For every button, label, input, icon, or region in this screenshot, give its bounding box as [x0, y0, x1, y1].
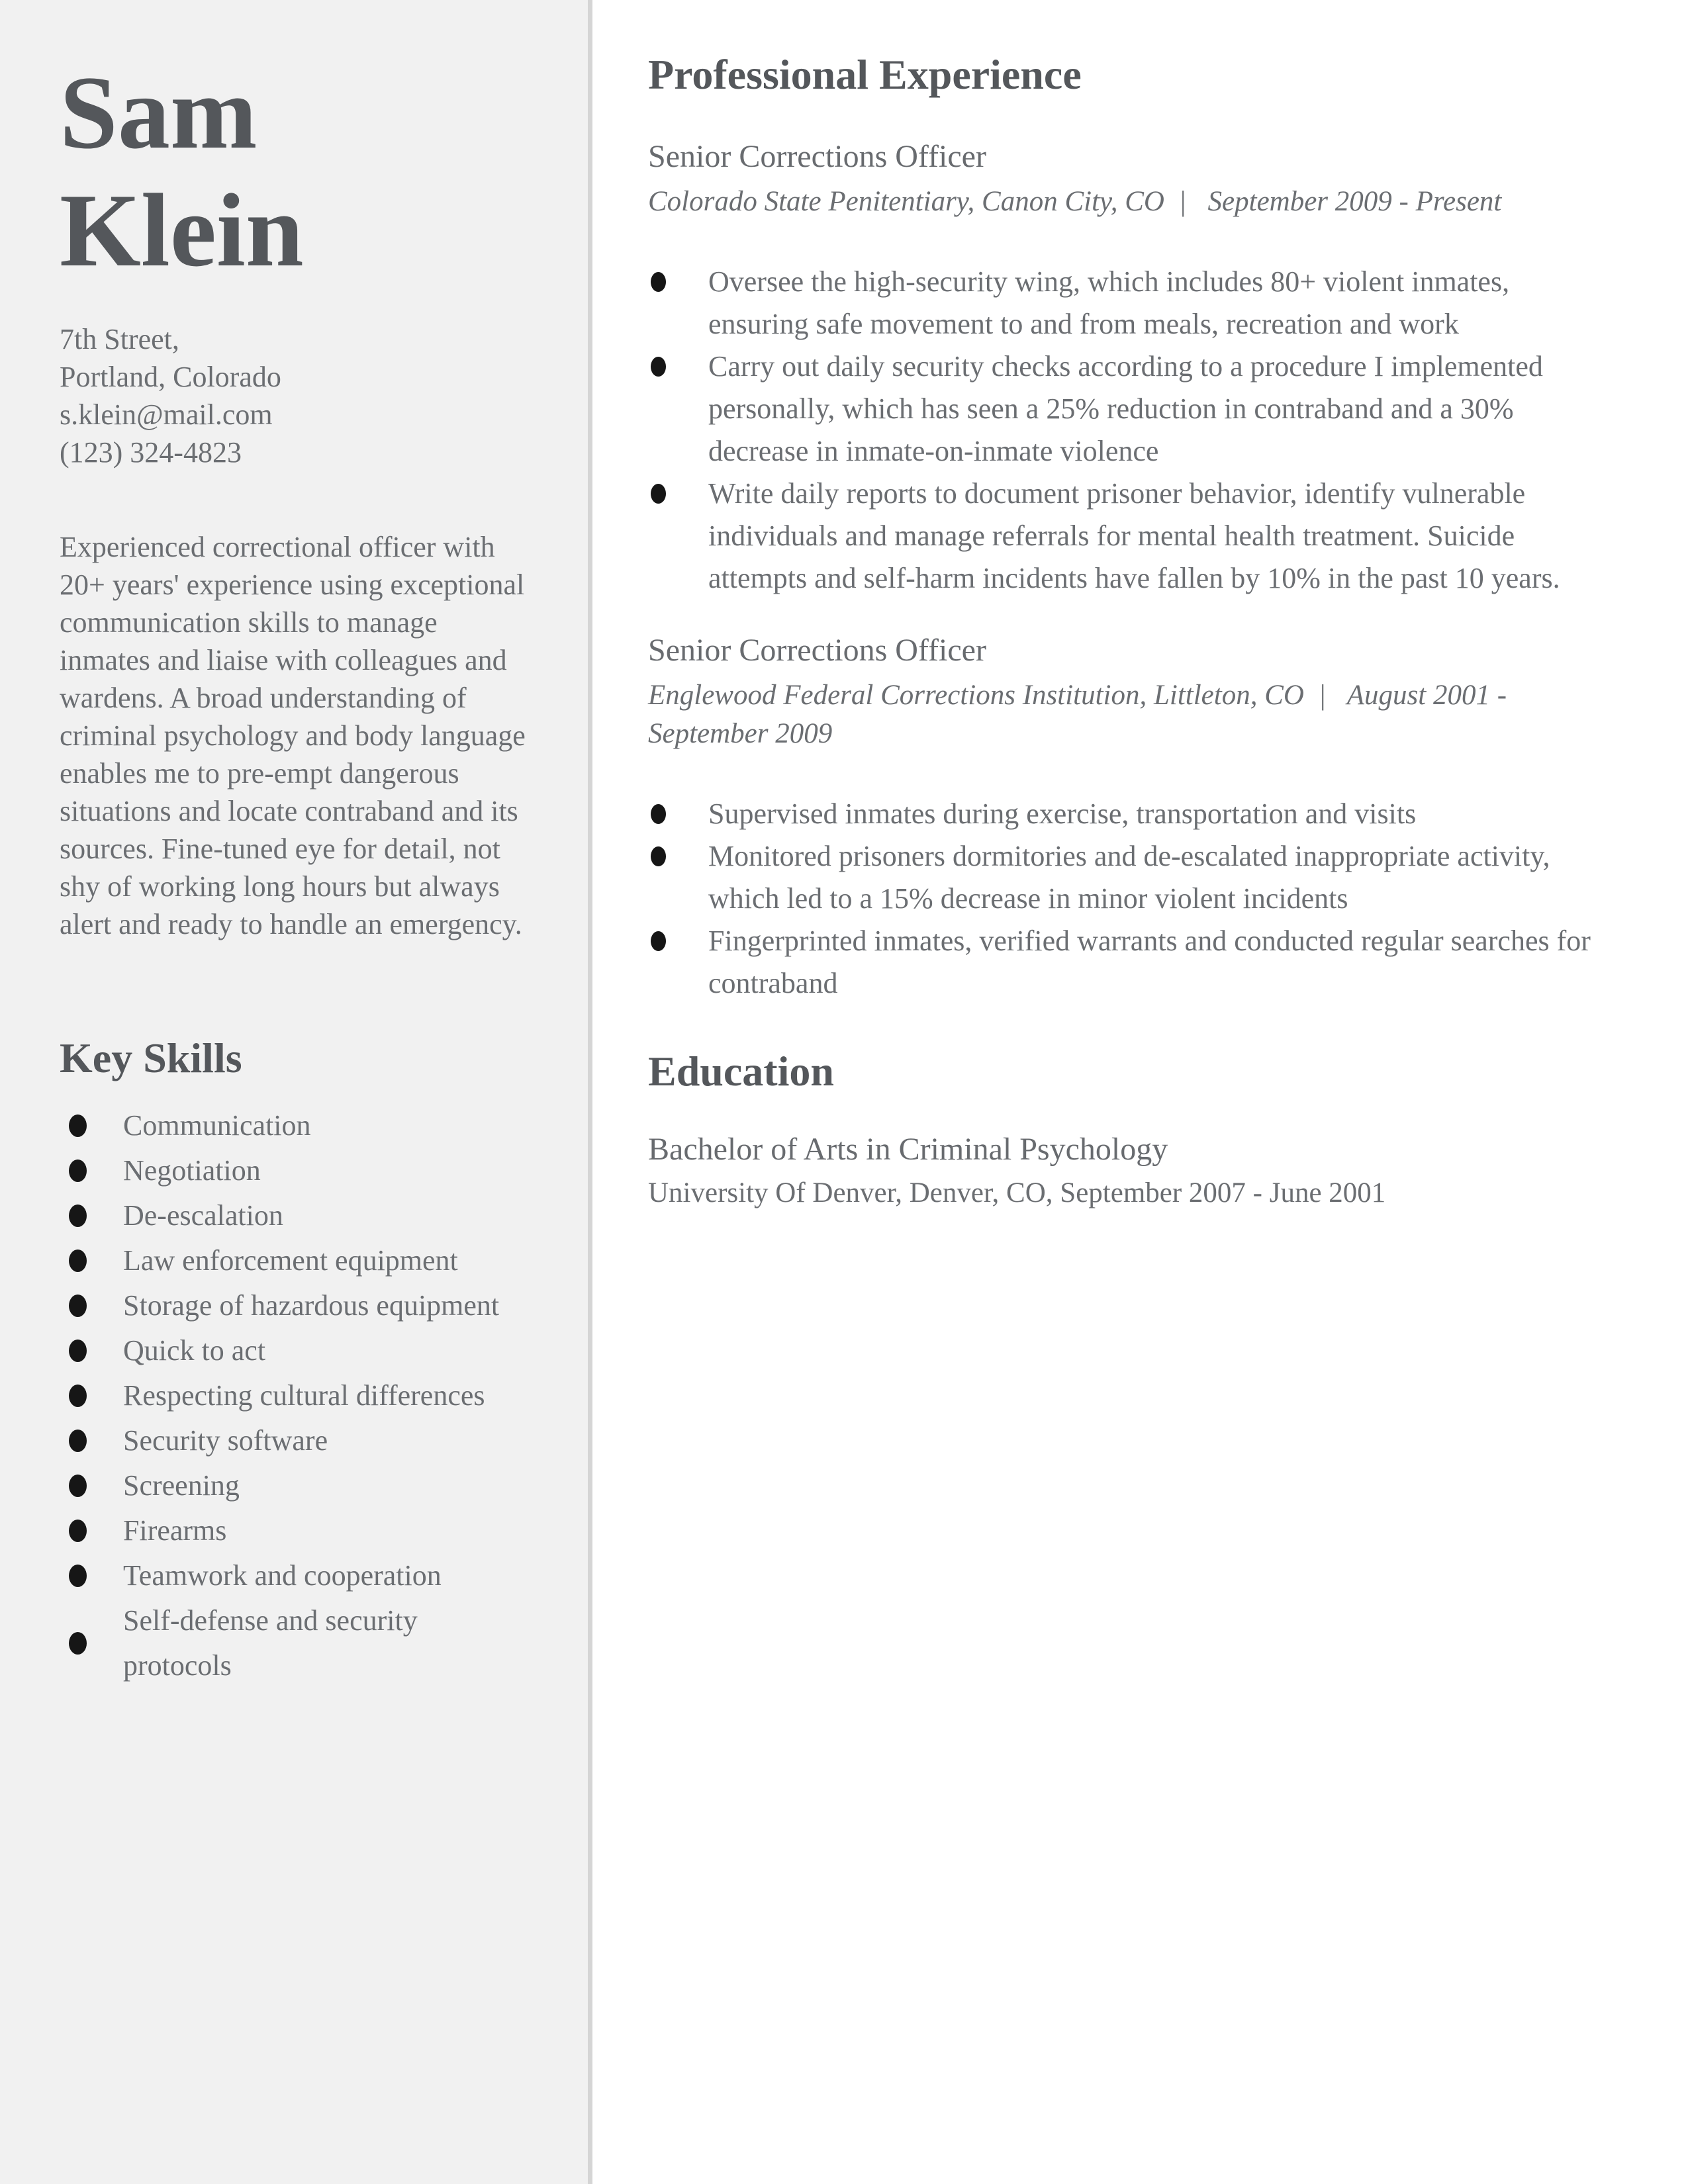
skill-item — [60, 1283, 530, 1328]
contact-block — [60, 320, 530, 471]
job-bullet-list — [648, 793, 1591, 1005]
bullet-icon — [69, 1160, 87, 1182]
degree-title: Bachelor of Arts in Criminal Psychology — [648, 1132, 1168, 1167]
job-bullet — [648, 345, 1591, 473]
skill-label: Teamwork and cooperation — [123, 1559, 442, 1592]
experience-heading: Professional Experience — [648, 51, 1082, 98]
job-bullet — [648, 261, 1591, 345]
job-meta: Englewood Federal Corrections Institution, Littleton, CO | August 2001 - September 2009 — [648, 680, 1507, 749]
job-bullet — [648, 793, 1591, 835]
job-entry — [648, 138, 1591, 600]
job-bullet-text: Write daily reports to document prisoner behavior, identify vulnerable individuals and manage referrals for mental health treatment. Suicide attempts and self-harm incidents have fallen by 10% in the past 10 years. — [708, 477, 1560, 594]
bullet-icon — [69, 1475, 87, 1497]
job-bullet — [648, 920, 1591, 1005]
skills-list — [60, 1103, 530, 1688]
job-bullet — [648, 473, 1591, 600]
skill-label: Communication — [123, 1109, 311, 1142]
job-title: Senior Corrections Officer — [648, 633, 986, 668]
skill-item — [60, 1238, 530, 1283]
school-line: University Of Denver, Denver, CO, September 2007 - June 2001 — [648, 1177, 1386, 1208]
job-meta: Colorado State Penitentiary, Canon City, CO | September 2009 - Present — [648, 186, 1502, 217]
bullet-icon — [69, 1205, 87, 1227]
skill-label: Law enforcement equipment — [123, 1244, 458, 1277]
phone-text: (123) 324-4823 — [60, 436, 242, 469]
skill-label: Firearms — [123, 1514, 227, 1547]
skill-item — [60, 1598, 530, 1688]
skill-label: Respecting cultural differences — [123, 1379, 485, 1412]
skill-label: De-escalation — [123, 1199, 283, 1232]
job-bullet-text: Monitored prisoners dormitories and de-escalated inappropriate activity, which led to a 15% decrease in minor violent incidents — [708, 840, 1550, 915]
bullet-icon — [651, 484, 666, 504]
professional-summary: Experienced correctional officer with 20+ years' experience using exceptional communication skills to manage inmates and liaise with colleagues and wardens. A broad understanding of criminal psychology and body language enables me to pre-empt dangerous situations and locate contraband and its sources. Fine-tuned eye for detail, not shy of working long hours but always alert and ready to handle an emergency. — [60, 531, 526, 940]
candidate-first-name: Sam — [60, 55, 258, 171]
skill-label: Security software — [123, 1424, 328, 1457]
bullet-icon — [651, 272, 666, 292]
education-heading: Education — [648, 1048, 834, 1095]
skill-item — [60, 1103, 530, 1148]
job-bullet-text: Carry out daily security checks according to a procedure I implemented personally, which has seen a 25% reduction in contraband and a 30% decrease in inmate-on-inmate violence — [708, 350, 1543, 467]
job-title: Senior Corrections Officer — [648, 139, 986, 174]
job-bullet-text: Fingerprinted inmates, verified warrants and conducted regular searches for contraband — [708, 925, 1591, 999]
skill-label: Quick to act — [123, 1334, 266, 1367]
bullet-icon — [651, 357, 666, 377]
education-section — [648, 1047, 1591, 1212]
address-line-1: 7th Street, — [60, 323, 179, 355]
key-skills-heading: Key Skills — [60, 1034, 242, 1081]
bullet-icon — [69, 1115, 87, 1137]
bullet-icon — [651, 804, 666, 824]
sidebar — [0, 0, 588, 2184]
bullet-icon — [69, 1430, 87, 1452]
skill-item — [60, 1193, 530, 1238]
skill-label: Screening — [123, 1469, 240, 1502]
job-bullet-text: Supervised inmates during exercise, transportation and visits — [708, 797, 1417, 830]
skill-item — [60, 1418, 530, 1463]
skill-label: Self-defense and security protocols — [123, 1604, 418, 1682]
column-divider — [588, 0, 592, 2184]
bullet-icon — [651, 846, 666, 866]
bullet-icon — [69, 1565, 87, 1587]
skill-label: Storage of hazardous equipment — [123, 1289, 500, 1322]
bullet-icon — [69, 1250, 87, 1272]
job-entry — [648, 631, 1591, 1005]
skill-item — [60, 1373, 530, 1418]
skill-label: Negotiation — [123, 1154, 261, 1187]
candidate-name — [60, 54, 530, 290]
candidate-last-name: Klein — [60, 173, 304, 289]
skill-item — [60, 1553, 530, 1598]
bullet-icon — [69, 1632, 87, 1655]
address-line-2: Portland, Colorado — [60, 361, 281, 393]
skill-item — [60, 1148, 530, 1193]
bullet-icon — [69, 1520, 87, 1542]
bullet-icon — [69, 1385, 87, 1407]
bullet-icon — [651, 931, 666, 951]
main-column — [592, 0, 1688, 2184]
bullet-icon — [69, 1340, 87, 1362]
job-bullet-text: Oversee the high-security wing, which includes 80+ violent inmates, ensuring safe movement to and from meals, recreation and work — [708, 265, 1510, 340]
email-text: s.klein@mail.com — [60, 398, 273, 431]
bullet-icon — [69, 1295, 87, 1317]
skill-item — [60, 1463, 530, 1508]
experience-section — [648, 50, 1591, 1005]
skill-item — [60, 1328, 530, 1373]
job-bullet-list — [648, 261, 1591, 600]
job-bullet — [648, 835, 1591, 920]
skill-item — [60, 1508, 530, 1553]
